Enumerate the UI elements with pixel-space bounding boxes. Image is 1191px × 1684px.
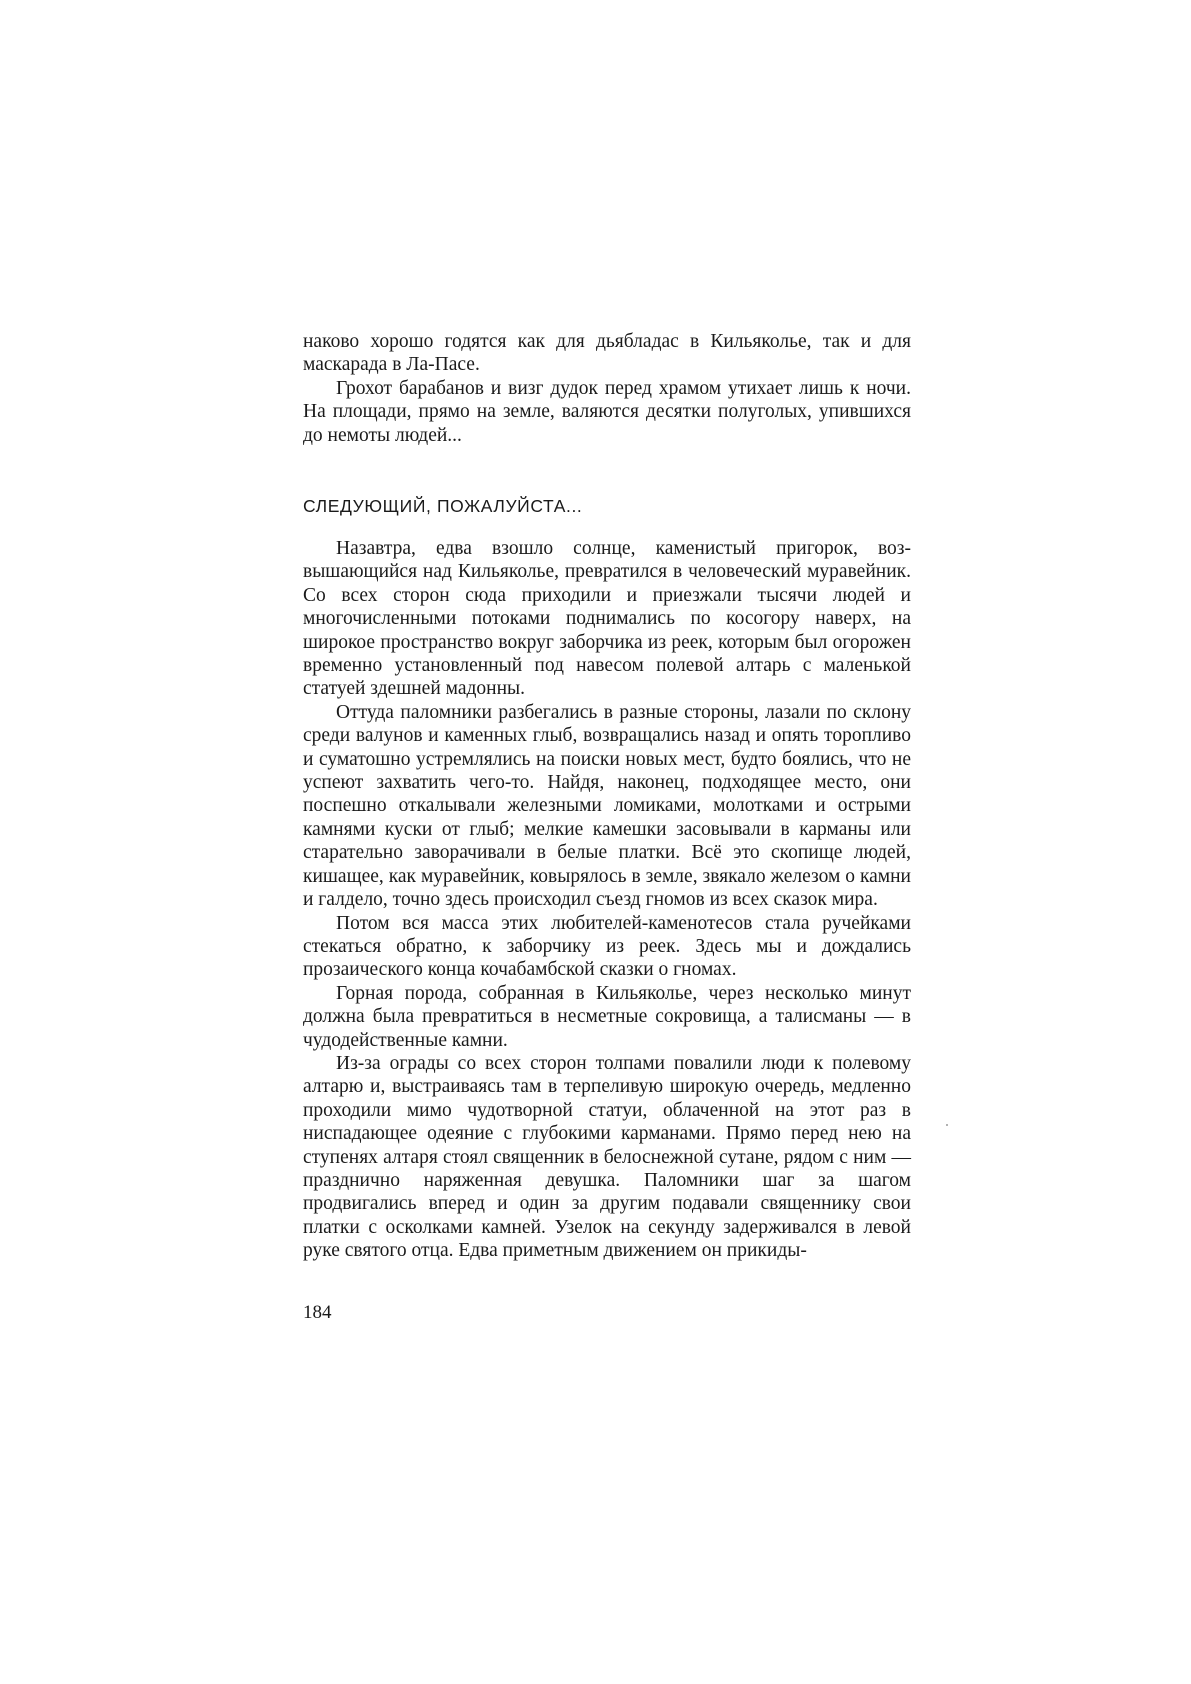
page-number: 184 bbox=[303, 1302, 332, 1323]
continued-text bbox=[303, 330, 911, 447]
section-heading: СЛЕДУЮЩИЙ, ПОЖАЛУЙСТА... bbox=[303, 496, 583, 516]
paragraph: Горная порода, собранная в Кильяколье, через несколько минут должна была превратиться в несметные сокровища, а талисманы — в чудодейственные камни. bbox=[303, 982, 911, 1051]
section-body bbox=[303, 537, 911, 1263]
paragraph: Оттуда паломники разбегались в разные стороны, лазали по склону среди валунов и каменных глыб, возвращались назад и опять торопливо и суматошно устремлялись на поиски новых мест, будто боялись, что не успеют захватить чего-то. Найдя, наконец, подходящее место, они поспешно откалывали железными ломиками, молотками и острыми камнями куски от глыб; мелкие камешки засовывали в карманы или старательно заворачивали в белые платки. Всё это скопище людей, кишащее, как муравейник, ковырялось в земле, звякало железом о камни и галдело, точно здесь происходил съезд гномов из всех сказок мира. bbox=[303, 701, 911, 911]
paragraph: Потом вся масса этих любителей-каменотесов стала ручейками стекаться обратно, к заборчику из реек. Здесь мы и дождались прозаического конца кочабамбской сказки о гномах. bbox=[303, 912, 911, 981]
paragraph: Грохот барабанов и визг дудок перед храмом утихает лишь к ночи. На площади, прямо на земле, валяются десятки полуголых, упившихся до немоты людей... bbox=[303, 377, 911, 446]
scan-speck bbox=[946, 1124, 948, 1126]
paragraph: Из-за ограды со всех сторон толпами повалили люди к полевому алтарю и, выстраиваясь там в терпеливую широкую очередь, медленно проходили мимо чудотворной статуи, облаченной на этот раз в ниспадающее одеяние с глубокими карманами. Прямо перед нею на ступенях алтаря стоял священник в белоснежной сутане, рядом с ним — празднично наряженная девушка. Паломники шаг за шагом продвигались вперед и один за другим подавали священнику свои платки с осколками камней. Узелок на секунду задерживался в левой руке святого отца. Едва приметным движением он прикиды- bbox=[303, 1052, 911, 1262]
paragraph: наково хорошо годятся как для дьябладас в Кильяколье, так и для маскарада в Ла-Пасе. bbox=[303, 331, 911, 376]
paragraph: Назавтра, едва взошло солнце, каменистый пригорок, возвышающийся над Кильяколье, превратился в человеческий муравейник. Со всех сторон сюда приходили и приезжали тысячи людей и многочисленными потоками поднимались по косогору наверх, на широкое пространство вокруг заборчика из реек, которым был огорожен временно установленный под навесом полевой алтарь с маленькой статуей здешней мадонны. bbox=[303, 538, 911, 700]
